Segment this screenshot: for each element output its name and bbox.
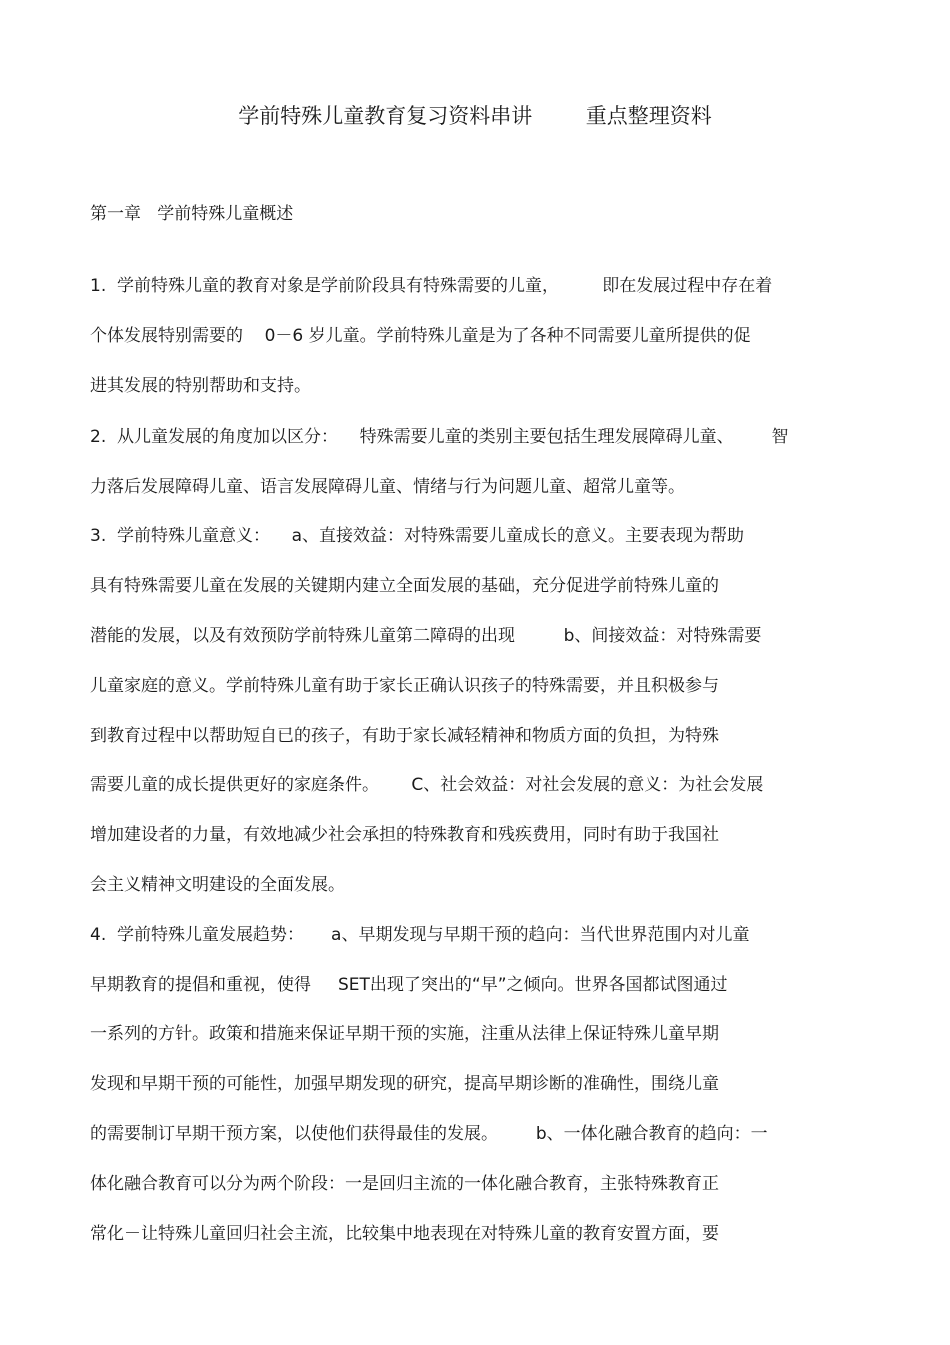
text-line: 需要儿童的成长提供更好的家庭条件。 C、社会效益：对社会发展的意义：为社会发展 xyxy=(90,775,764,795)
text-line: 1. 学前特殊儿童的教育对象是学前阶段具有特殊需要的儿童， 即在发展过程中存在着 xyxy=(90,276,773,296)
chapter-heading: 第一章 学前特殊儿童概述 xyxy=(90,204,294,224)
text-line: 4. 学前特殊儿童发展趋势： a、早期发现与早期干预的趋向：当代世界范围内对儿童 xyxy=(90,925,750,945)
document-title: 学前特殊儿童教育复习资料串讲 重点整理资料 xyxy=(238,104,712,128)
text-line: 发现和早期干预的可能性，加强早期发现的研究，提高早期诊断的准确性，围绕儿童 xyxy=(90,1074,719,1094)
text-line: 2. 从儿童发展的角度加以区分： 特殊需要儿童的类别主要包括生理发展障碍儿童、 智 xyxy=(90,427,789,447)
text-line: 的需要制订早期干预方案，以使他们获得最佳的发展。 b、一体化融合教育的趋向：一 xyxy=(90,1124,768,1144)
text-line: 增加建设者的力量，有效地减少社会承担的特殊教育和残疾费用，同时有助于我国社 xyxy=(90,825,719,845)
text-line: 进其发展的特别帮助和支持。 xyxy=(90,376,311,396)
text-line: 个体发展特别需要的 0－6 岁儿童。学前特殊儿童是为了各种不同需要儿童所提供的促 xyxy=(90,326,751,346)
text-line: 具有特殊需要儿童在发展的关键期内建立全面发展的基础，充分促进学前特殊儿童的 xyxy=(90,576,719,596)
text-line: 一系列的方针。政策和措施来保证早期干预的实施，注重从法律上保证特殊儿童早期 xyxy=(90,1024,719,1044)
text-line: 儿童家庭的意义。学前特殊儿童有助于家长正确认识孩子的特殊需要，并且积极参与 xyxy=(90,676,719,696)
text-line: 3. 学前特殊儿童意义： a、直接效益：对特殊需要儿童成长的意义。主要表现为帮助 xyxy=(90,526,745,546)
text-line: 到教育过程中以帮助短自已的孩子，有助于家长减轻精神和物质方面的负担，为特殊 xyxy=(90,726,719,746)
text-line: 力落后发展障碍儿童、语言发展障碍儿童、情绪与行为问题儿童、超常儿童等。 xyxy=(90,477,685,497)
text-line: 潜能的发展，以及有效预防学前特殊儿童第二障碍的出现 b、间接效益：对特殊需要 xyxy=(90,626,762,646)
text-line: 常化－让特殊儿童回归社会主流，比较集中地表现在对特殊儿童的教育安置方面，要 xyxy=(90,1224,719,1244)
text-line: 体化融合教育可以分为两个阶段：一是回归主流的一体化融合教育，主张特殊教育正 xyxy=(90,1174,719,1194)
text-line: 会主义精神文明建设的全面发展。 xyxy=(90,875,345,895)
text-line: 早期教育的提倡和重视，使得 SET出现了突出的“早”之倾向。世界各国都试图通过 xyxy=(90,975,728,995)
